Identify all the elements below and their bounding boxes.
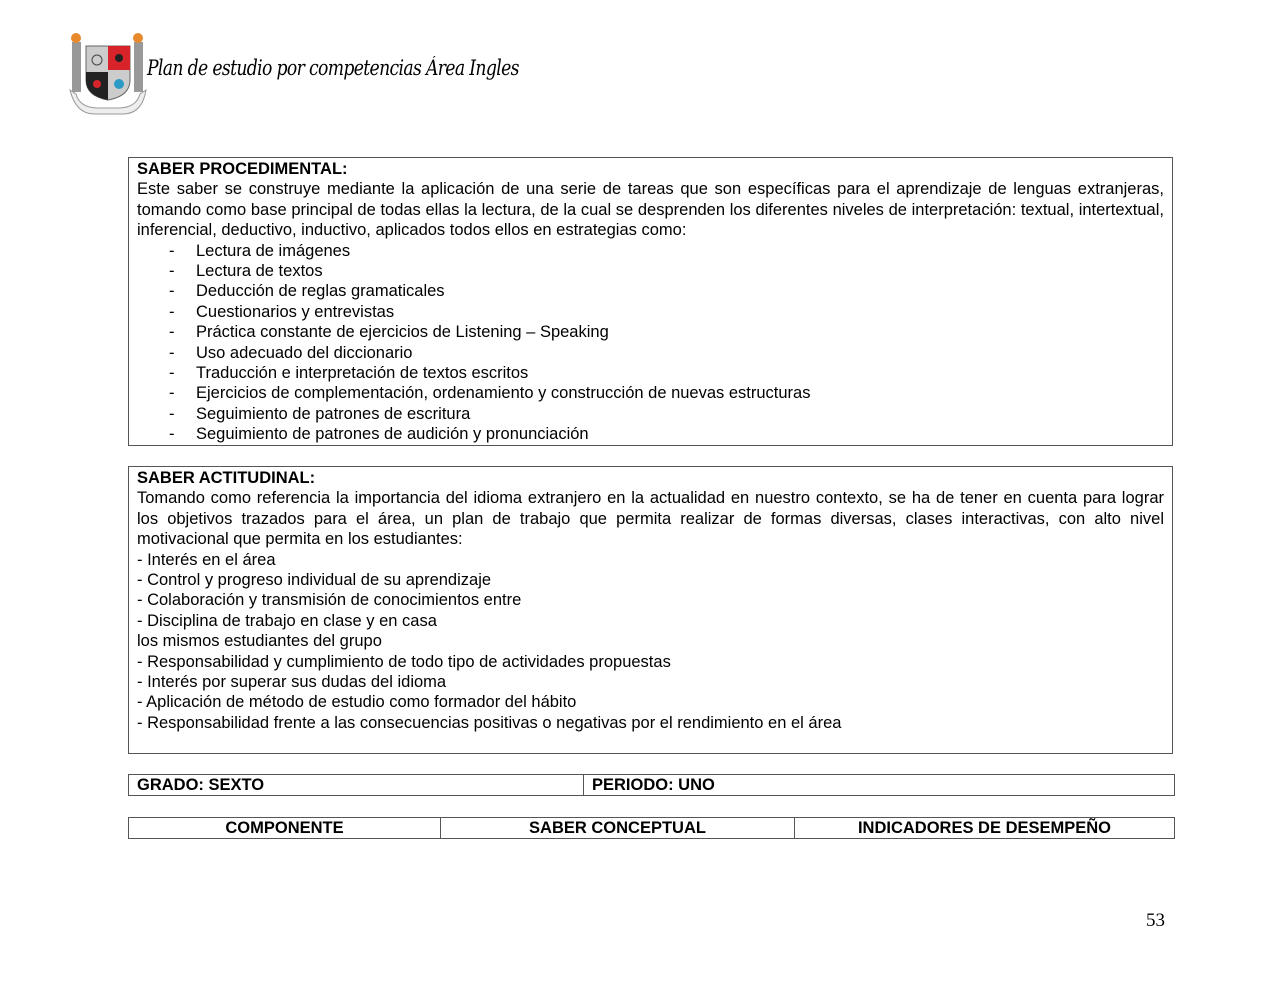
list-item: - Traducción e interpretación de textos escritos [137, 363, 1164, 383]
header-title: Plan de estudio por competencias Área Ingles [147, 56, 519, 80]
column-header: COMPONENTE [129, 818, 441, 839]
list-item: - Lectura de imágenes [137, 241, 1164, 261]
column-header: SABER CONCEPTUAL [441, 818, 795, 839]
periodo-cell: PERIODO: UNO [584, 775, 1175, 796]
attitude-list [137, 550, 1164, 734]
saber-procedimental-box [128, 157, 1173, 446]
list-item: - Ejercicios de complementación, ordenamiento y construcción de nuevas estructuras [137, 383, 1164, 403]
list-item: - Responsabilidad y cumplimiento de todo tipo de actividades propuestas [137, 652, 671, 671]
list-item: - Seguimiento de patrones de escritura [137, 404, 1164, 424]
section-intro: Este saber se construye mediante la aplicación de una serie de tareas que son específicas para el aprendizaje de lenguas extranjeras, tomando como base principal de todas ellas la lectura, de la cual se desprenden los diferentes niveles de interpretación: textual, intertextual, inferencial, deductivo, inductivo, aplicados todos ellos en estrategias como: [137, 180, 1164, 240]
list-item: - Uso adecuado del diccionario [137, 343, 1164, 363]
list-item: - Lectura de textos [137, 261, 1164, 281]
school-crest-logo [66, 30, 150, 120]
list-item: - Aplicación de método de estudio como formador del hábito [137, 693, 577, 712]
saber-actitudinal-box [128, 466, 1173, 754]
list-item: - Seguimiento de patrones de audición y pronunciación [137, 424, 1164, 444]
section-intro: Tomando como referencia la importancia del idioma extranjero en la actualidad en nuestro contexto, se ha de tener en cuenta para lograr los objetivos trazados para el área, un plan de trabajo que permita realizar de formas diversas, clases interactivas, con alto nivel motivacional que permita en los estudiantes: [137, 489, 1164, 549]
list-item: - Interés por superar sus dudas del idioma [137, 673, 447, 692]
column-header: INDICADORES DE DESEMPEÑO [795, 818, 1175, 839]
strategy-list [137, 241, 1164, 445]
list-item: - Colaboración y transmisión de conocimientos entre [137, 591, 522, 610]
page-number: 53 [1146, 910, 1165, 931]
list-item: - Interés en el área [137, 550, 276, 569]
list-item: los mismos estudiantes del grupo [137, 632, 382, 651]
grado-table [128, 774, 1175, 796]
list-item: - Cuestionarios y entrevistas [137, 302, 1164, 322]
list-item: - Responsabilidad frente a las consecuencias positivas o negativas por el rendimiento en el área [137, 713, 842, 732]
list-item: - Disciplina de trabajo en clase y en casa [137, 611, 437, 630]
section-heading: SABER PROCEDIMENTAL: [137, 160, 348, 178]
competencias-table [128, 817, 1175, 839]
section-heading: SABER ACTITUDINAL: [137, 469, 316, 487]
grado-cell: GRADO: SEXTO [129, 775, 584, 796]
list-item: - Práctica constante de ejercicios de Listening – Speaking [137, 322, 1164, 342]
list-item: - Control y progreso individual de su aprendizaje [137, 571, 492, 590]
list-item: - Deducción de reglas gramaticales [137, 281, 1164, 301]
